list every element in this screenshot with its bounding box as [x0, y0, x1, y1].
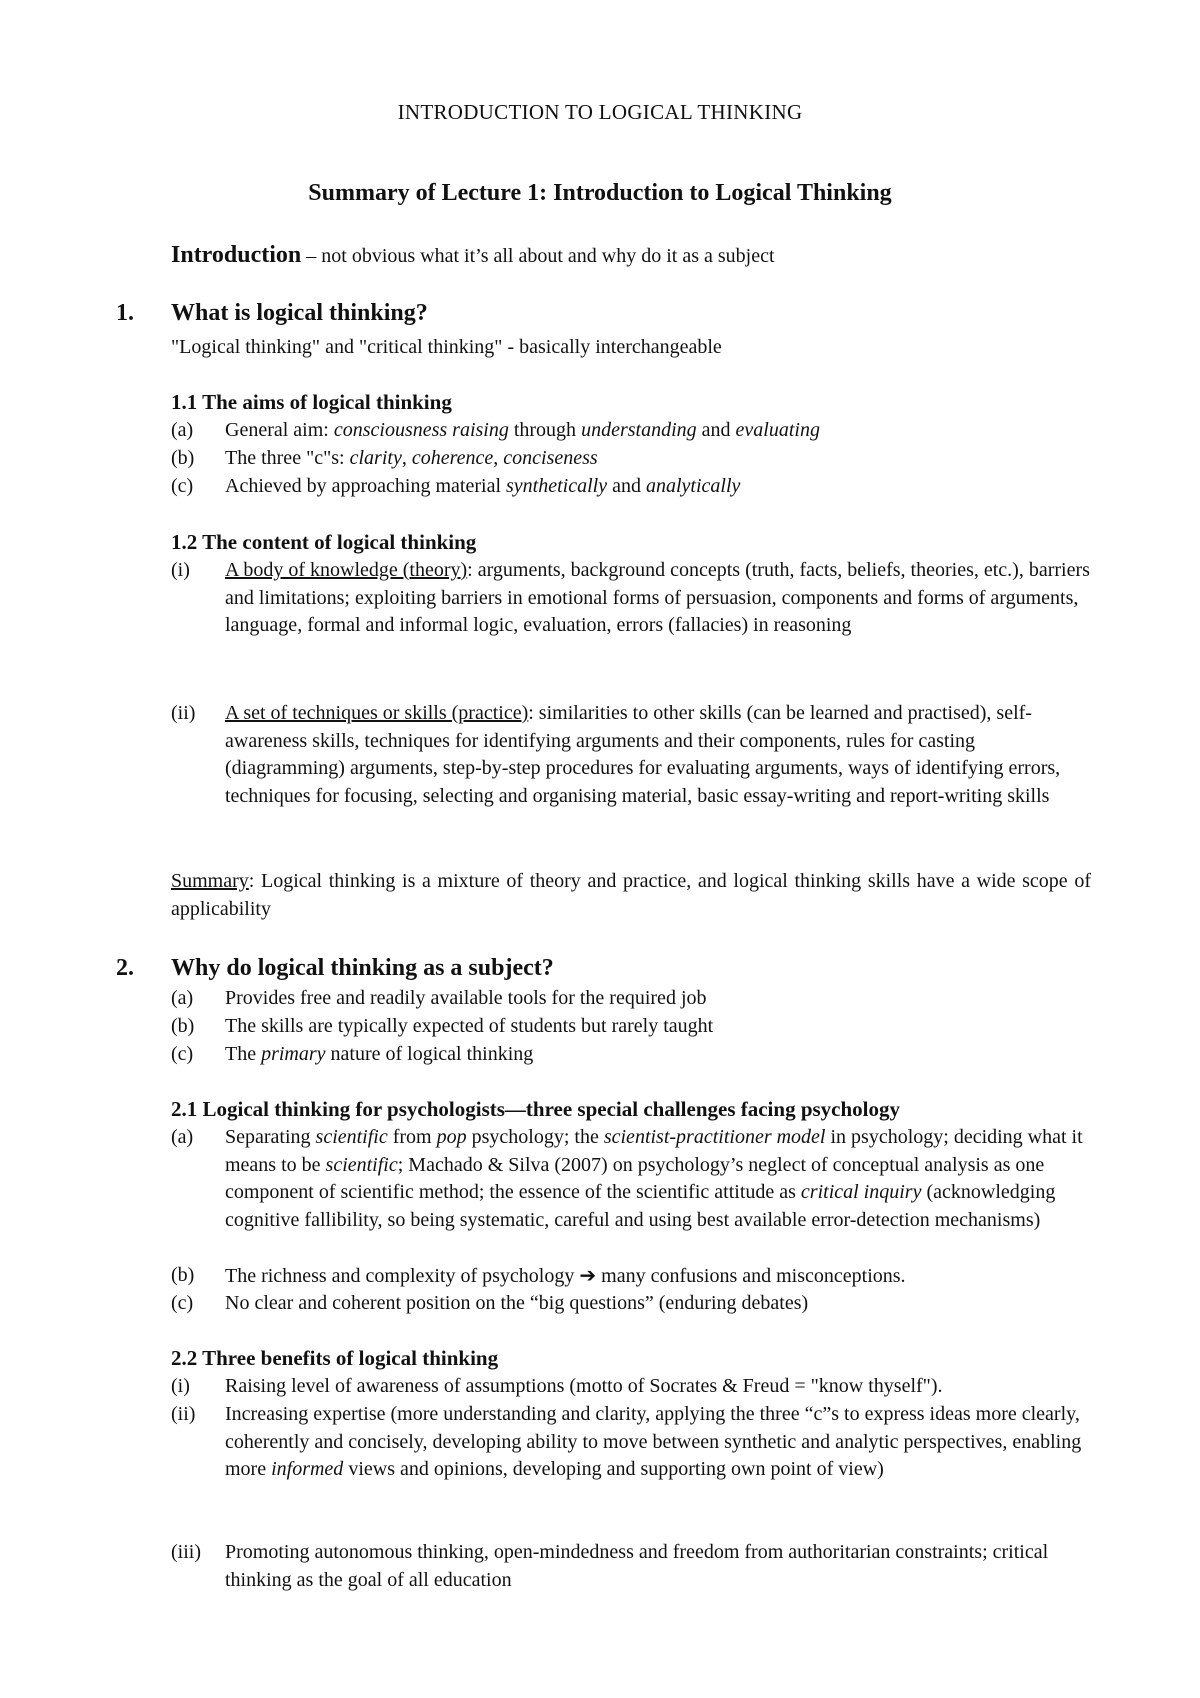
section-1-number: 1.	[116, 300, 134, 326]
item-label: (c)	[171, 1043, 194, 1065]
section-2-title: Why do logical thinking as a subject?	[171, 955, 554, 981]
list-item-2-a	[171, 985, 1091, 1013]
list-item-2-c	[171, 1041, 1091, 1069]
item-text: A set of techniques or skills (practice): similarities to other skills (can be learned and practised), self-awareness skills, techniques for identifying arguments and their components, rules for casting (diagramming) arguments, step-by-step procedures for evaluating arguments, ways of identifying errors, techniques for focusing, selecting and organising material, basic essay-writing and report-writing skills	[225, 702, 1061, 807]
item-text: Promoting autonomous thinking, open-mindedness and freedom from authoritarian constraints; critical thinking as the goal of all education	[225, 1541, 1049, 1591]
item-label: (b)	[171, 447, 195, 469]
item-text: The skills are typically expected of students but rarely taught	[225, 1015, 714, 1037]
item-label: (i)	[171, 1375, 190, 1397]
section-1-title: What is logical thinking?	[171, 300, 428, 326]
list-item-2-2-i	[171, 1373, 1091, 1401]
item-text: The richness and complexity of psychology ➔ many confusions and misconceptions.	[225, 1263, 906, 1287]
intro-text: – not obvious what it’s all about and why do it as a subject	[301, 245, 775, 267]
section-2-number: 2.	[116, 955, 134, 981]
subsection-1-1-title: 1.1 The aims of logical thinking	[171, 390, 452, 414]
item-label: (i)	[171, 559, 190, 581]
item-text: Increasing expertise (more understanding and clarity, applying the three “c”s to express ideas more clearly, coherently and concisely, developing ability to move between synthetic and analytic perspectives, enabling more informed views and opinions, developing and supporting own point of view)	[225, 1403, 1082, 1480]
list-item-2-b	[171, 1013, 1091, 1041]
subsection-1-2-title: 1.2 The content of logical thinking	[171, 530, 477, 554]
list-item-2-1-a	[171, 1124, 1091, 1234]
list-item-2-2-iii	[171, 1539, 1091, 1594]
item-label: (ii)	[171, 1403, 196, 1425]
subsection-2-1-title: 2.1 Logical thinking for psychologists—three special challenges facing psychology	[171, 1097, 901, 1121]
item-text: Separating scientific from pop psychology; the scientist-practitioner model in psychology; deciding what it means to be scientific; Machado & Silva (2007) on psychology’s neglect of conceptual analysis as one component of scientific method; the essence of the scientific attitude as critical inquiry (acknowledging cognitive fallibility, so being systematic, careful and using best available error-detection mechanisms)	[225, 1126, 1083, 1231]
section-1-summary: Summary: Logical thinking is a mixture of theory and practice, and logical thinking skills have a wide scope of applicability	[171, 870, 1091, 920]
item-text: Raising level of awareness of assumptions (motto of Socrates & Freud = "know thyself").	[225, 1375, 943, 1397]
item-label: (ii)	[171, 702, 196, 724]
item-label: (a)	[171, 987, 194, 1009]
item-text: Achieved by approaching material synthetically and analytically	[225, 475, 741, 497]
item-label: (a)	[171, 1126, 194, 1148]
list-item-2-2-ii	[171, 1401, 1091, 1484]
list-item-2-1-b	[171, 1262, 1091, 1291]
item-label: (b)	[171, 1264, 195, 1286]
list-item-1-2-ii	[171, 700, 1091, 810]
subsection-2-2-title: 2.2 Three benefits of logical thinking	[171, 1346, 499, 1370]
intro-heading: Introduction	[171, 242, 302, 268]
list-item-2-1-c	[171, 1290, 1091, 1318]
item-label: (c)	[171, 475, 194, 497]
item-text: The three "c"s: clarity, coherence, conciseness	[225, 447, 598, 469]
section-1-line: "Logical thinking" and "critical thinking" - basically interchangeable	[171, 336, 722, 358]
item-text: A body of knowledge (theory): arguments, background concepts (truth, facts, beliefs, theories, etc.), barriers and limitations; exploiting barriers in emotional forms of persuasion, components and forms of arguments, language, formal and informal logic, evaluation, errors (fallacies) in reasoning	[225, 559, 1090, 636]
list-item-1-1-a	[171, 417, 1091, 445]
item-text: No clear and coherent position on the “big questions” (enduring debates)	[225, 1292, 809, 1314]
arrow-icon: ➔	[579, 1263, 597, 1287]
list-item-1-1-c	[171, 473, 1091, 501]
intro-line	[171, 242, 775, 269]
document-title: INTRODUCTION TO LOGICAL THINKING	[397, 100, 803, 124]
item-label: (a)	[171, 419, 194, 441]
list-item-1-2-i	[171, 557, 1091, 640]
list-item-1-1-b	[171, 445, 1091, 473]
item-label: (c)	[171, 1292, 194, 1314]
item-text: Provides free and readily available tools for the required job	[225, 987, 707, 1009]
item-text: The primary nature of logical thinking	[225, 1043, 534, 1065]
item-label: (b)	[171, 1015, 195, 1037]
summary-title: Summary of Lecture 1: Introduction to Logical Thinking	[308, 180, 892, 206]
item-label: (iii)	[171, 1541, 201, 1563]
item-text: General aim: consciousness raising through understanding and evaluating	[225, 419, 820, 441]
